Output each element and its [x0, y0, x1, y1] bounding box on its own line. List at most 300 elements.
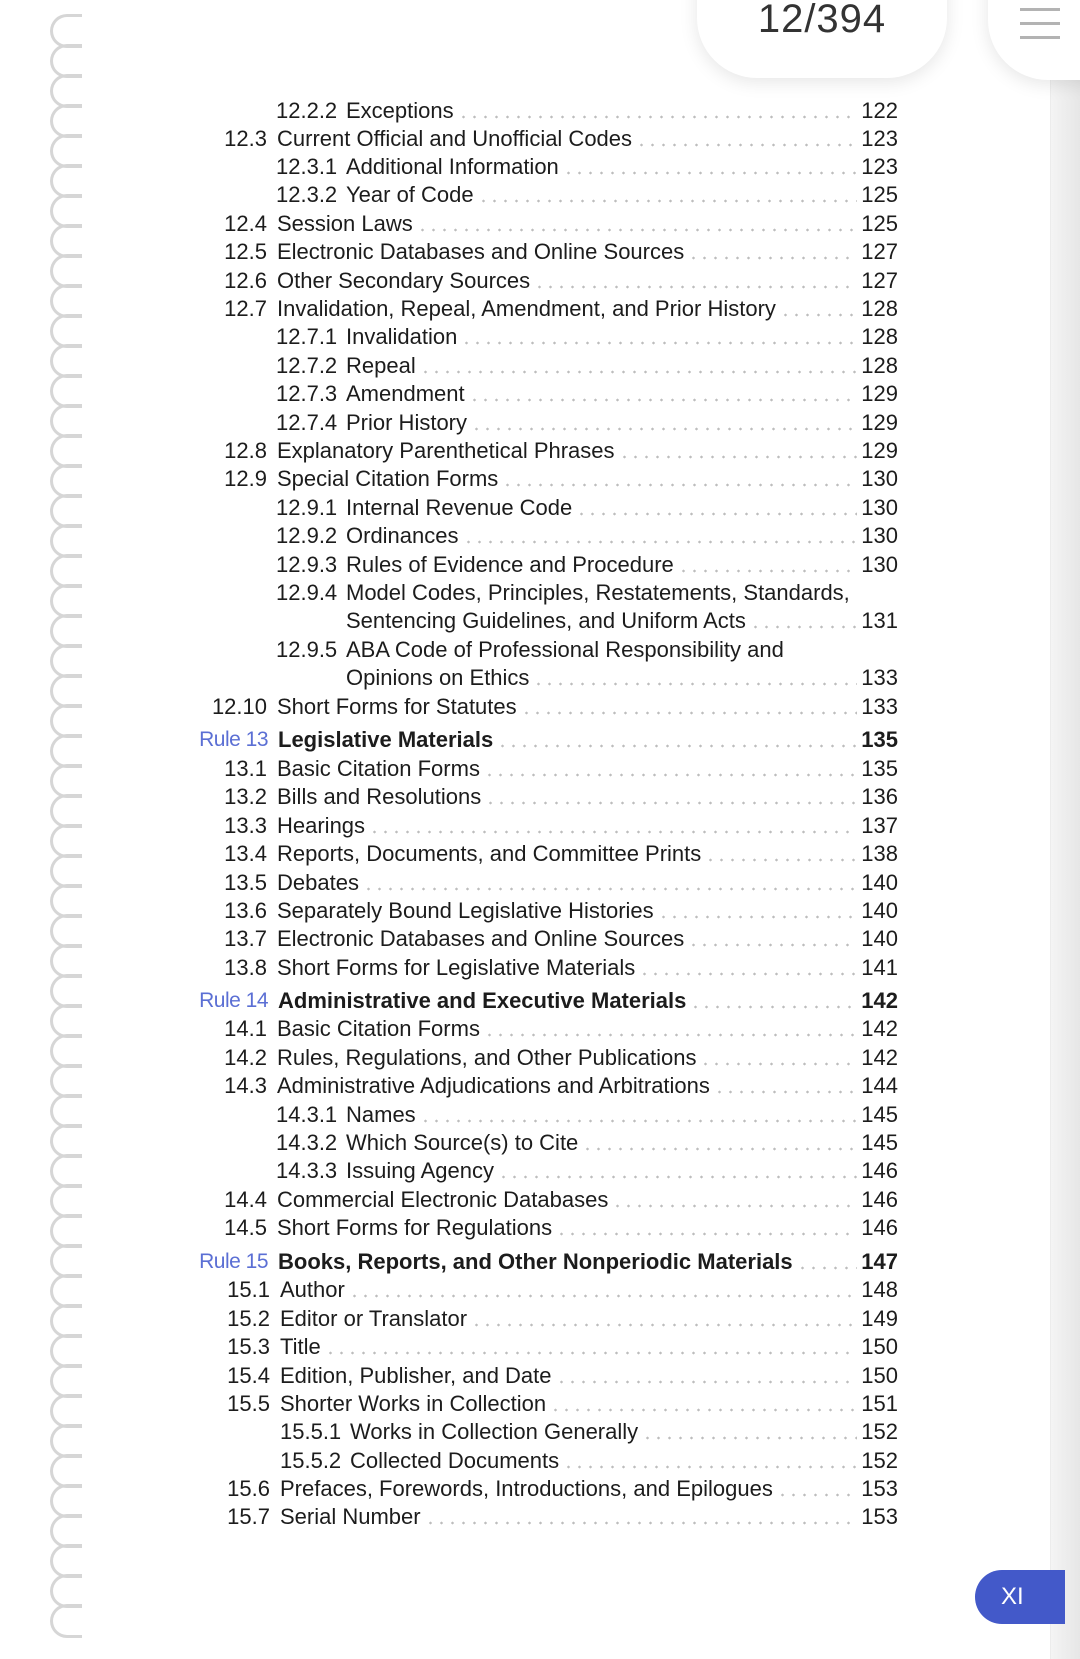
page-number: 140	[861, 926, 898, 951]
spiral-ring	[50, 134, 82, 168]
page-number: 123	[861, 154, 898, 179]
toc-entry[interactable]	[224, 1014, 898, 1044]
spiral-ring	[50, 884, 82, 918]
toc-entry[interactable]	[224, 924, 898, 954]
page-number: 128	[861, 324, 898, 349]
spiral-ring	[50, 164, 82, 198]
section-number: 12.9.2	[276, 523, 338, 548]
spiral-ring	[50, 1034, 82, 1068]
spiral-ring	[50, 914, 82, 948]
page-number: 150	[861, 1334, 898, 1359]
toc-entry[interactable]	[276, 351, 898, 381]
page-number: 135	[861, 727, 898, 752]
dot-leader	[463, 540, 858, 544]
entry-title: Special Citation Forms	[277, 466, 499, 491]
dot-leader	[420, 1119, 858, 1123]
entry-title: Rules of Evidence and Procedure	[346, 552, 674, 577]
toc-entry[interactable]	[224, 1043, 898, 1073]
entry-title: Opinions on Ethics	[346, 665, 530, 690]
spiral-ring	[50, 1304, 82, 1338]
rule-label: Rule 14	[199, 989, 268, 1012]
entry-title: Sentencing Guidelines, and Uniform Acts	[346, 608, 746, 633]
page-number: 153	[861, 1476, 898, 1501]
spiral-ring	[50, 1604, 82, 1638]
dot-leader	[563, 1465, 857, 1469]
toc-entry[interactable]	[224, 811, 898, 841]
toc-entry[interactable]	[227, 1332, 898, 1362]
toc-entry[interactable]	[276, 550, 898, 580]
page-number: 128	[861, 296, 898, 321]
entry-title: Administrative Adjudications and Arbitrations	[277, 1073, 710, 1098]
toc-entry[interactable]	[276, 493, 898, 523]
entry-title: Debates	[277, 870, 359, 895]
page-number: 129	[861, 438, 898, 463]
dot-leader	[420, 370, 858, 374]
spiral-ring	[50, 1394, 82, 1428]
page-number: 123	[861, 126, 898, 151]
section-number: 12.3	[224, 126, 267, 151]
toc-entry[interactable]	[276, 1100, 898, 1130]
entry-title: Session Laws	[277, 211, 413, 236]
entry-title: Edition, Publisher, and Date	[280, 1363, 552, 1388]
page-number: 125	[861, 211, 898, 236]
toc-entry[interactable]	[224, 124, 898, 154]
menu-icon	[1020, 22, 1060, 25]
entry-title: Reports, Documents, and Committee Prints	[277, 841, 702, 866]
page-number: 153	[861, 1504, 898, 1529]
toc-rule-row[interactable]	[199, 725, 898, 755]
section-number: 14.4	[224, 1187, 267, 1212]
section-number: 15.1	[227, 1277, 270, 1302]
page-number: 142	[861, 1016, 898, 1041]
page-number: 130	[861, 466, 898, 491]
page-number: 128	[861, 353, 898, 378]
section-number: 12.9.1	[276, 495, 338, 520]
page-number: 141	[861, 955, 898, 980]
entry-title: Basic Citation Forms	[277, 756, 480, 781]
toc-entry[interactable]	[224, 266, 898, 296]
page-number: 131	[861, 608, 898, 633]
spiral-ring	[50, 1064, 82, 1098]
spiral-ring	[50, 104, 82, 138]
toc-entry[interactable]	[224, 1071, 898, 1101]
entry-title: Names	[346, 1102, 416, 1127]
spiral-ring	[50, 1214, 82, 1248]
page-number: 147	[861, 1249, 898, 1274]
dot-leader	[533, 682, 857, 686]
page-number: 150	[861, 1363, 898, 1388]
page-number: 152	[861, 1448, 898, 1473]
spiral-ring	[50, 1514, 82, 1548]
spiral-ring	[50, 254, 82, 288]
spiral-ring	[50, 374, 82, 408]
spiral-ring	[50, 944, 82, 978]
entry-title: Short Forms for Legislative Materials	[277, 955, 636, 980]
section-number: 12.4	[224, 211, 267, 236]
dot-leader	[484, 773, 857, 777]
dot-leader	[688, 943, 857, 947]
section-number: 12.9.4	[276, 580, 338, 605]
toc-rule-row[interactable]	[199, 986, 898, 1016]
dot-leader	[556, 1232, 857, 1236]
spiral-ring	[50, 404, 82, 438]
toc-entry[interactable]	[224, 294, 898, 324]
toc-entry[interactable]	[224, 868, 898, 898]
spiral-ring	[50, 194, 82, 228]
toc-rule-row[interactable]	[199, 1247, 898, 1277]
page-number-badge	[975, 1570, 1065, 1624]
dot-leader	[582, 1147, 857, 1151]
menu-icon	[1020, 36, 1060, 39]
entry-title: Editor or Translator	[280, 1306, 468, 1331]
page-counter	[697, 0, 947, 78]
dot-leader	[458, 115, 858, 119]
entry-title: Ordinances	[346, 523, 459, 548]
entry-title: Explanatory Parenthetical Phrases	[277, 438, 615, 463]
entry-title: Basic Citation Forms	[277, 1016, 480, 1041]
toc-entry[interactable]	[227, 1275, 898, 1305]
section-number: 13.3	[224, 813, 267, 838]
spiral-ring	[50, 494, 82, 528]
dot-leader	[797, 1266, 858, 1270]
page-number: 135	[861, 756, 898, 781]
spiral-ring	[50, 14, 82, 48]
toc-entry[interactable]	[276, 578, 898, 608]
toc-entry[interactable]	[224, 782, 898, 812]
entry-title: Administrative and Executive Materials	[278, 988, 687, 1013]
section-number: 14.3.3	[276, 1158, 338, 1183]
spiral-ring	[50, 584, 82, 618]
section-number: 14.3.1	[276, 1102, 338, 1127]
toc-entry[interactable]	[276, 1128, 898, 1158]
dot-leader	[461, 341, 857, 345]
entry-title: Prefaces, Forewords, Introductions, and Epilogues	[280, 1476, 773, 1501]
section-number: 12.7.4	[276, 410, 338, 435]
toc-entry[interactable]	[280, 1417, 898, 1447]
page-number: 129	[861, 381, 898, 406]
section-number: 14.1	[224, 1016, 267, 1041]
dot-leader	[369, 830, 857, 834]
dot-leader	[349, 1294, 857, 1298]
entry-title: Shorter Works in Collection	[280, 1391, 547, 1416]
entry-title: Separately Bound Legislative Histories	[277, 898, 654, 923]
section-number: 15.5.1	[280, 1419, 342, 1444]
entry-title: Serial Number	[280, 1504, 421, 1529]
section-number: 15.4	[227, 1363, 270, 1388]
entry-title: Commercial Electronic Databases	[277, 1187, 609, 1212]
section-number: 12.9.5	[276, 637, 338, 662]
dot-leader	[485, 801, 857, 805]
toc-entry[interactable]	[224, 209, 898, 239]
spiral-ring	[50, 1424, 82, 1458]
page-number: 148	[861, 1277, 898, 1302]
spiral-ring	[50, 734, 82, 768]
spiral-ring	[50, 314, 82, 348]
entry-title: Short Forms for Regulations	[277, 1215, 553, 1240]
section-number: 13.6	[224, 898, 267, 923]
page-number: 144	[861, 1073, 898, 1098]
toc-entry[interactable]	[280, 1446, 898, 1476]
spiral-ring	[50, 794, 82, 828]
spiral-ring	[50, 74, 82, 108]
entry-title: Short Forms for Statutes	[277, 694, 517, 719]
spiral-ring	[50, 434, 82, 468]
section-number: 12.10	[211, 694, 267, 719]
toc-entry[interactable]	[224, 839, 898, 869]
spiral-ring	[50, 1244, 82, 1278]
spiral-ring	[50, 524, 82, 558]
page-number: 136	[861, 784, 898, 809]
section-number: 13.8	[224, 955, 267, 980]
toc-entry[interactable]	[227, 1474, 898, 1504]
spiral-ring	[50, 1154, 82, 1188]
toc-entry[interactable]	[211, 692, 898, 722]
section-number: 14.3	[224, 1073, 267, 1098]
section-number: 12.7.2	[276, 353, 338, 378]
section-number: 12.6	[224, 268, 267, 293]
spiral-ring	[50, 1124, 82, 1158]
toc-entry[interactable]	[276, 408, 898, 438]
toc-entry[interactable]	[224, 1213, 898, 1243]
section-number: 13.7	[224, 926, 267, 951]
section-number: 13.5	[224, 870, 267, 895]
dot-leader	[642, 1436, 857, 1440]
section-number: 14.3.2	[276, 1130, 338, 1155]
section-number: 12.8	[224, 438, 267, 463]
toc-entry[interactable]	[224, 237, 898, 267]
page-number: 137	[861, 813, 898, 838]
toc-entry[interactable]	[276, 180, 898, 210]
dot-leader	[576, 512, 857, 516]
spiral-ring	[50, 44, 82, 78]
dot-leader	[636, 143, 857, 147]
spiral-ring	[50, 1004, 82, 1038]
page-number: 140	[861, 898, 898, 923]
menu-icon	[1020, 8, 1060, 11]
dot-leader	[363, 887, 857, 891]
section-number: 15.5.2	[280, 1448, 342, 1473]
toc-entry[interactable]	[276, 322, 898, 352]
toc-entry[interactable]	[276, 1156, 898, 1186]
page-number: 138	[861, 841, 898, 866]
spiral-ring	[50, 464, 82, 498]
entry-title: Rules, Regulations, and Other Publications	[277, 1045, 697, 1070]
entry-title: Bills and Resolutions	[277, 784, 482, 809]
dot-leader	[417, 228, 858, 232]
spiral-ring	[50, 824, 82, 858]
entry-title: ABA Code of Professional Responsibility and	[346, 637, 784, 662]
toc-entry[interactable]	[276, 635, 898, 665]
dot-leader	[534, 285, 857, 289]
page-number: 127	[861, 268, 898, 293]
spiral-ring	[50, 284, 82, 318]
entry-title: Model Codes, Principles, Restatements, Standards,	[346, 580, 850, 605]
toc-entry[interactable]	[224, 436, 898, 466]
toc-entry[interactable]	[276, 521, 898, 551]
page-number: 142	[861, 988, 898, 1013]
section-number: 13.4	[224, 841, 267, 866]
entry-title: Invalidation, Repeal, Amendment, and Prior History	[277, 296, 776, 321]
toc-entry[interactable]	[224, 896, 898, 926]
page-number: 152	[861, 1419, 898, 1444]
page-number: 129	[861, 410, 898, 435]
toc-entry[interactable]	[227, 1304, 898, 1334]
section-number: 12.7	[224, 296, 267, 321]
entry-title: Legislative Materials	[278, 727, 494, 752]
spiral-ring	[50, 854, 82, 888]
dot-leader	[502, 483, 857, 487]
entry-title: Internal Revenue Code	[346, 495, 573, 520]
dot-leader	[498, 1175, 857, 1179]
spiral-ring	[50, 1574, 82, 1608]
spiral-ring	[50, 1364, 82, 1398]
toc-entry[interactable]	[276, 152, 898, 182]
dot-leader	[521, 711, 858, 715]
dot-leader	[469, 398, 858, 402]
menu-button[interactable]	[988, 0, 1080, 80]
page-number: 145	[861, 1130, 898, 1155]
page-number: 146	[861, 1215, 898, 1240]
spiral-ring	[50, 1484, 82, 1518]
toc-entry[interactable]	[224, 1185, 898, 1215]
entry-title: Invalidation	[346, 324, 458, 349]
dot-leader	[658, 915, 858, 919]
toc-entry[interactable]	[276, 379, 898, 409]
section-number: 13.2	[224, 784, 267, 809]
page-number: 142	[861, 1045, 898, 1070]
page-number: 151	[861, 1391, 898, 1416]
entry-title: Works in Collection Generally	[350, 1419, 639, 1444]
entry-title: Electronic Databases and Online Sources	[277, 926, 685, 951]
entry-title: Which Source(s) to Cite	[346, 1130, 579, 1155]
page-number: 149	[861, 1306, 898, 1331]
dot-leader	[425, 1521, 858, 1525]
page-number: 127	[861, 239, 898, 264]
section-number: 12.7.1	[276, 324, 338, 349]
page-number: 145	[861, 1102, 898, 1127]
toc-entry[interactable]	[224, 464, 898, 494]
entry-title: Collected Documents	[350, 1448, 560, 1473]
page-edge	[1050, 60, 1080, 1659]
entry-title: Current Official and Unofficial Codes	[277, 126, 633, 151]
page-number: 133	[861, 694, 898, 719]
section-number: 14.2	[224, 1045, 267, 1070]
page-number: 146	[861, 1158, 898, 1183]
page-number: 125	[861, 182, 898, 207]
page-counter-text: 12/394	[757, 0, 887, 41]
section-number: 14.5	[224, 1215, 267, 1240]
entry-title: Electronic Databases and Online Sources	[277, 239, 685, 264]
page-number-badge-text: XI	[1001, 1583, 1024, 1610]
section-number: 15.5	[227, 1391, 270, 1416]
page-number: 146	[861, 1187, 898, 1212]
dot-leader	[478, 199, 858, 203]
rule-label: Rule 13	[199, 728, 268, 751]
dot-leader	[750, 625, 857, 629]
spiral-ring	[50, 1094, 82, 1128]
spiral-ring	[50, 704, 82, 738]
dot-leader	[678, 569, 858, 573]
section-number: 15.7	[227, 1504, 270, 1529]
spiral-ring	[50, 674, 82, 708]
entry-title: Title	[280, 1334, 321, 1359]
rule-label: Rule 15	[199, 1250, 268, 1273]
dot-leader	[780, 313, 857, 317]
toc-entry[interactable]	[227, 1361, 898, 1391]
section-number: 12.2.2	[276, 98, 338, 123]
page-number: 130	[861, 495, 898, 520]
spiral-ring	[50, 1544, 82, 1578]
dot-leader	[690, 1005, 857, 1009]
spiral-ring	[50, 764, 82, 798]
entry-title: Year of Code	[346, 182, 474, 207]
section-number: 13.1	[224, 756, 267, 781]
dot-leader	[471, 427, 857, 431]
entry-title: Prior History	[346, 410, 468, 435]
section-number: 15.2	[227, 1306, 270, 1331]
section-number: 12.3.2	[276, 182, 338, 207]
spiral-ring	[50, 644, 82, 678]
entry-title: Hearings	[277, 813, 366, 838]
dot-leader	[497, 744, 857, 748]
toc-entry[interactable]	[346, 606, 898, 636]
entry-title: Exceptions	[346, 98, 454, 123]
dot-leader	[777, 1493, 857, 1497]
page-number: 140	[861, 870, 898, 895]
spiral-ring	[50, 1184, 82, 1218]
dot-leader	[705, 858, 857, 862]
dot-leader	[714, 1090, 857, 1094]
dot-leader	[471, 1323, 857, 1327]
spiral-binding	[42, 14, 102, 1644]
toc-entry[interactable]	[224, 953, 898, 983]
toc-entry[interactable]	[346, 663, 898, 693]
dot-leader	[639, 972, 857, 976]
toc-entry[interactable]	[227, 1502, 898, 1532]
dot-leader	[484, 1033, 857, 1037]
spiral-ring	[50, 974, 82, 1008]
page-number: 122	[861, 98, 898, 123]
section-number: 12.5	[224, 239, 267, 264]
section-number: 12.7.3	[276, 381, 338, 406]
dot-leader	[563, 171, 857, 175]
dot-leader	[612, 1204, 857, 1208]
entry-title: Repeal	[346, 353, 416, 378]
dot-leader	[550, 1408, 857, 1412]
toc-entry[interactable]	[224, 754, 898, 784]
page-number: 130	[861, 523, 898, 548]
dot-leader	[700, 1062, 857, 1066]
spiral-ring	[50, 614, 82, 648]
page-number: 133	[861, 665, 898, 690]
spiral-ring	[50, 1334, 82, 1368]
entry-title: Author	[280, 1277, 345, 1302]
entry-title: Books, Reports, and Other Nonperiodic Materials	[278, 1249, 793, 1274]
toc-entry[interactable]	[227, 1389, 898, 1419]
toc-entry[interactable]	[276, 96, 898, 126]
spiral-ring	[50, 224, 82, 258]
dot-leader	[325, 1351, 858, 1355]
entry-title: Other Secondary Sources	[277, 268, 531, 293]
dot-leader	[556, 1380, 858, 1384]
spiral-ring	[50, 344, 82, 378]
entry-title: Issuing Agency	[346, 1158, 494, 1183]
entry-title: Amendment	[346, 381, 465, 406]
spiral-ring	[50, 1274, 82, 1308]
section-number: 15.3	[227, 1334, 270, 1359]
section-number: 12.3.1	[276, 154, 338, 179]
dot-leader	[619, 455, 858, 459]
